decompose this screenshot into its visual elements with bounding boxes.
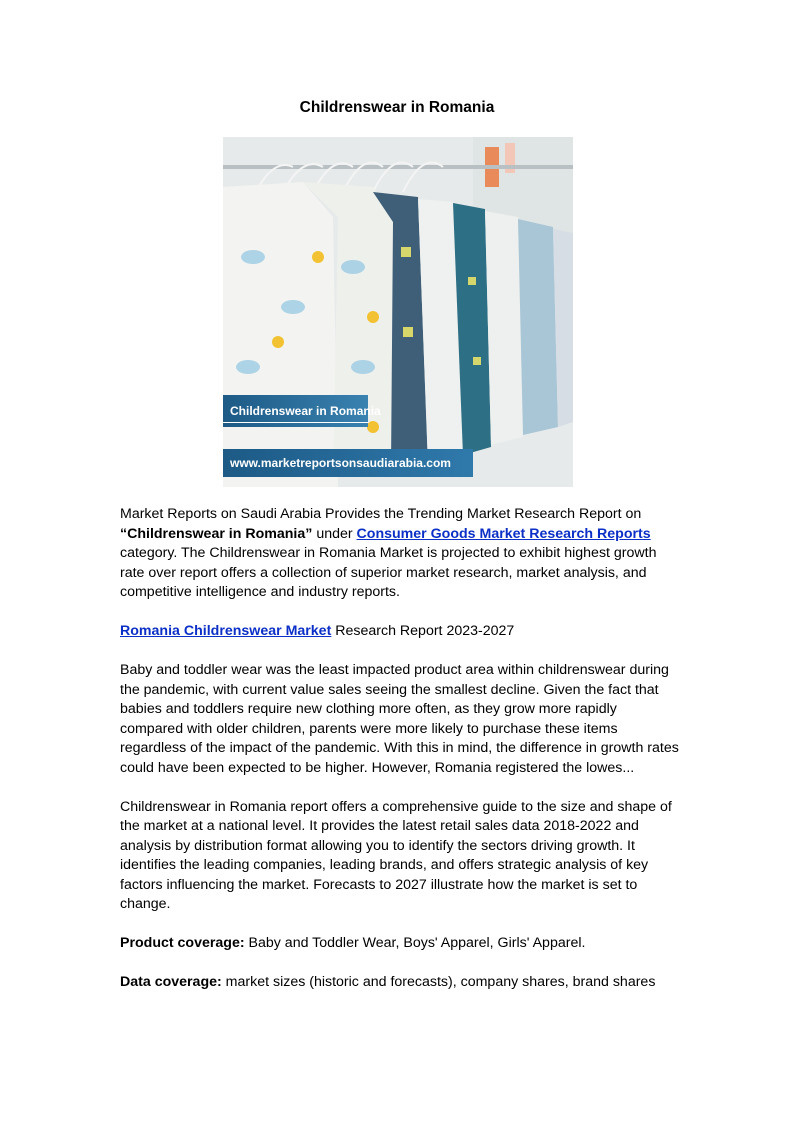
intro-after: category. The Childrenswear in Romania Market is projected to exhibit highest growth rate over report offers a collection of superior market research, market analysis, and competitive intelligence and industry reports. <box>120 545 657 600</box>
intro-before: Market Reports on Saudi Arabia Provides the Trending Market Research Report on <box>120 506 642 522</box>
clothing-rack-illustration <box>223 137 573 487</box>
product-coverage <box>120 934 680 954</box>
overview-paragraph: Childrenswear in Romania report offers a comprehensive guide to the size and shape of the market at a national level. It provides the latest retail sales data 2018-2022 and analysis by distribution format allowing you to identify the sectors driving growth. It identifies the leading companies, leading brands, and offers strategic analysis of key factors influencing the market. Forecasts to 2027 illustrate how the market is set to change. <box>120 798 672 912</box>
report-line <box>120 622 680 642</box>
hero-caption-underline <box>223 422 368 423</box>
article-body <box>120 505 680 1012</box>
intro-paragraph <box>120 505 680 603</box>
category-link[interactable]: Consumer Goods Market Research Reports <box>356 525 651 542</box>
report-link[interactable]: Romania Childrenswear Market <box>120 623 332 639</box>
intro-report-name: Childrenswear in Romania <box>127 525 306 542</box>
hero-url-banner: www.marketreportsonsaudiarabia.com <box>223 449 473 477</box>
hero-caption-banner <box>223 395 381 427</box>
intro-under: under <box>312 525 357 542</box>
hero-caption-text: Childrenswear in Romania <box>230 404 381 418</box>
intro-quote-close: ” <box>305 525 313 542</box>
product-coverage-value: Baby and Toddler Wear, Boys' Apparel, Girls' Apparel. <box>244 935 586 951</box>
data-coverage-label: Data coverage: <box>120 974 222 990</box>
report-line-rest: Research Report 2023-2027 <box>331 623 515 639</box>
page-title: Childrenswear in Romania <box>299 99 495 116</box>
summary-paragraph: Baby and toddler wear was the least impacted product area within childrenswear during the pandemic, with current value sales seeing the smallest decline. Given the fact that babies and toddlers require new clothing more often, as they grow more rapidly compared with older children, parents were more likely to purchase these items regardless of the impact of the pandemic. With this in mind, the difference in growth rates could have been expected to be higher. However, Romania registered the lowes... <box>120 662 679 776</box>
data-coverage-value: market sizes (historic and forecasts), company shares, brand shares <box>221 974 656 990</box>
data-coverage <box>120 973 680 993</box>
hero-image <box>223 137 573 487</box>
intro-quote-open: “ <box>120 525 128 542</box>
product-coverage-label: Product coverage: <box>120 935 245 951</box>
